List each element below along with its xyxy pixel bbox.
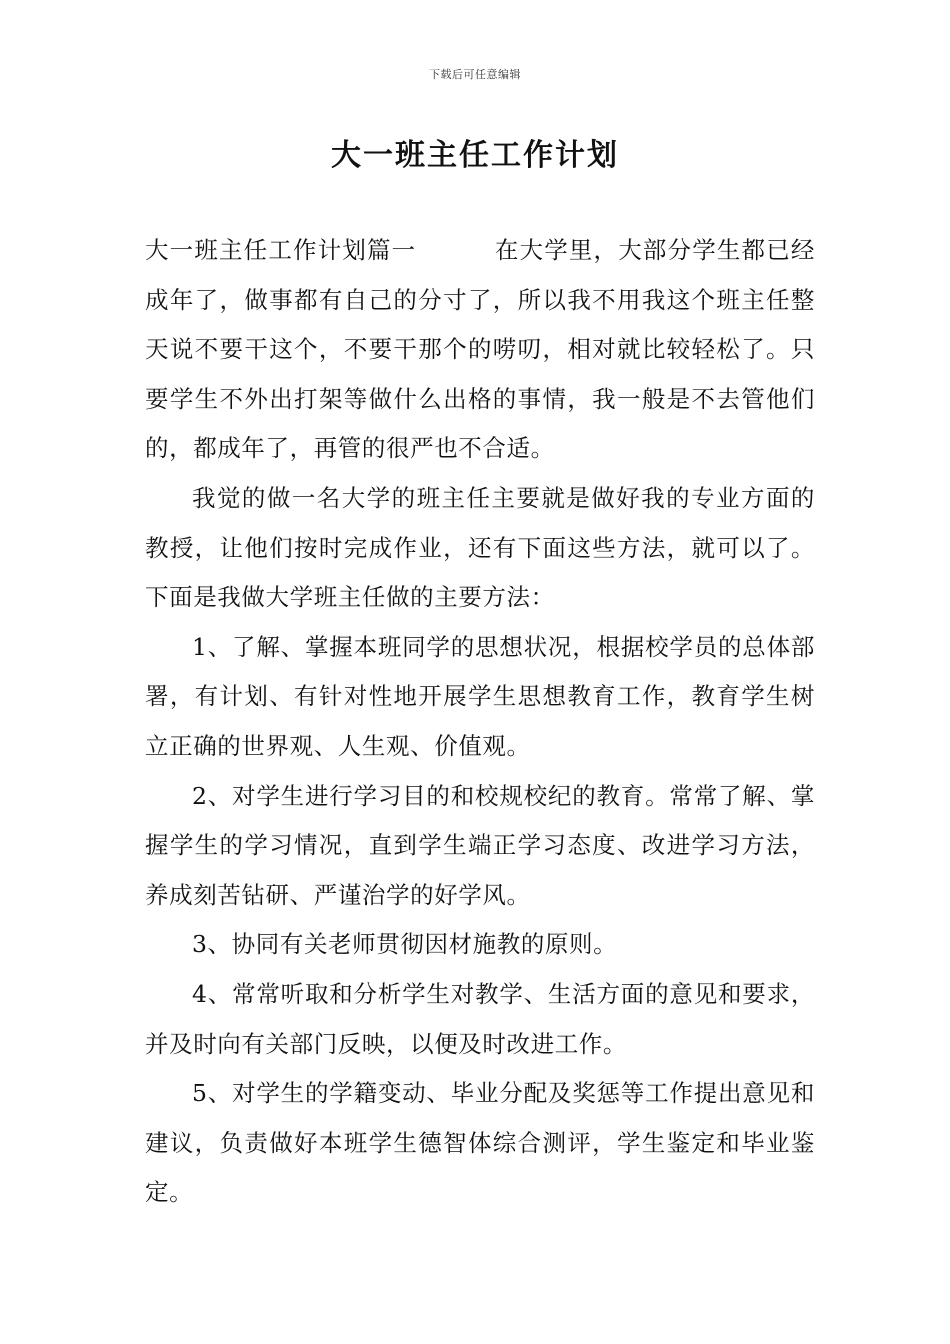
document-body <box>145 226 815 1218</box>
intro-text: 在大学里，大部分学生都已经成年了，做事都有自己的分寸了，所以我不用我这个班主任整天说不要干这个，不要干那个的唠叨，相对就比较轻松了。只要学生不外出打架等做什么出格的事情，我一般是不去管他们的，都成年了，再管的很严也不合适。 <box>145 236 815 463</box>
intro-label: 大一班主任工作计划篇一 <box>145 236 417 264</box>
paragraph-item-3: 3、协同有关老师贯彻因材施教的原则。 <box>192 930 618 959</box>
paragraph-item-5: 5、对学生的学籍变动、毕业分配及奖惩等工作提出意见和建议，负责做好本班学生德智体综合测评，学生鉴定和毕业鉴定。 <box>145 1079 815 1207</box>
paragraph-item-2: 2、对学生进行学习目的和校规校纪的教育。常常了解、掌握学生的学习情况，直到学生端正学习态度、改进学习方法，养成刻苦钻研、严谨治学的好学风。 <box>145 781 815 909</box>
document-title: 大一班主任工作计划 <box>331 138 619 173</box>
intro-paragraph <box>145 226 815 474</box>
paragraph-item-1: 1、了解、掌握本班同学的思想状况，根据校学员的总体部署，有计划、有针对性地开展学生思想教育工作，教育学生树立正确的世界观、人生观、价值观。 <box>145 632 815 760</box>
paragraph-method-intro: 我觉的做一名大学的班主任主要就是做好我的专业方面的教授，让他们按时完成作业，还有下面这些方法，就可以了。下面是我做大学班主任做的主要方法： <box>145 483 815 612</box>
header-note: 下载后可任意编辑 <box>429 68 521 81</box>
paragraph-item-4: 4、常常听取和分析学生对教学、生活方面的意见和要求，并及时向有关部门反映，以便及时改进工作。 <box>145 979 815 1058</box>
